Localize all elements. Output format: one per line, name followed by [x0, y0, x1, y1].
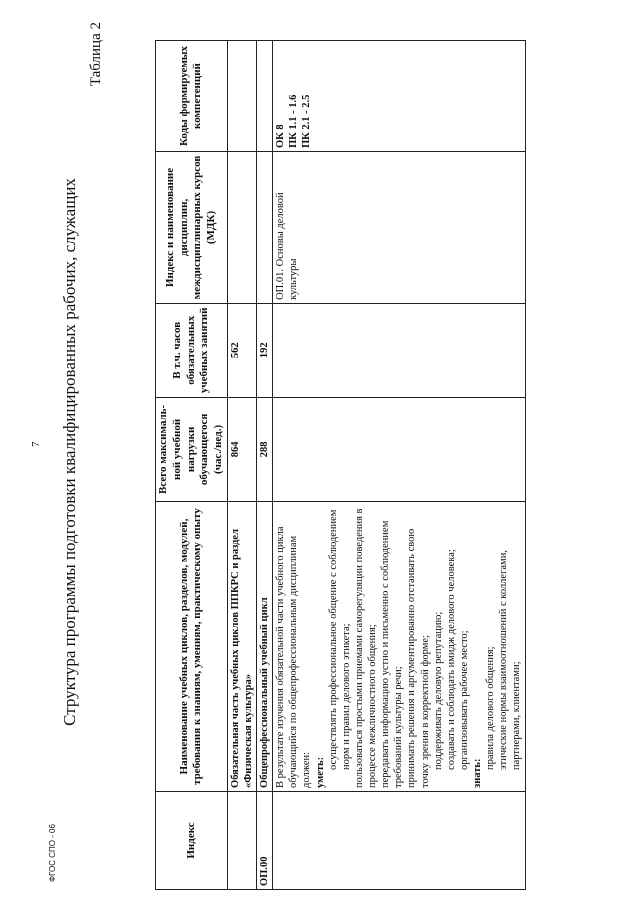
cell-index	[227, 791, 256, 889]
header-index: Индекс	[156, 791, 228, 889]
list-item: пользоваться простыми приемами саморегуляции поведения в процессе межличностного общения;	[353, 508, 378, 788]
page-number: 7	[30, 441, 42, 447]
list-item: организовывать рабочее место;	[458, 630, 470, 770]
knowledge-title: знать:	[472, 758, 483, 788]
rotated-page	[40, 12, 620, 892]
cell-max-load: 288	[257, 397, 273, 502]
cell-competencies	[227, 41, 256, 152]
table-row	[227, 41, 256, 890]
header-discipline: Индекс и наименование дисциплин, междисциплинарных курсов (МДК)	[156, 152, 228, 304]
cell-competencies	[273, 41, 525, 152]
list-item: этические нормы взаимоотношений с коллегами, партнерами, клиентами;	[498, 550, 523, 770]
header-row	[156, 41, 228, 890]
knowledge-list	[484, 505, 523, 788]
skills-title: уметь:	[314, 756, 326, 788]
header-name: Наименование учебных циклов, разделов, модулей, требования к знаниям, умениям, практическому опыту	[156, 502, 228, 792]
table-row	[273, 41, 525, 890]
cell-max-load: 864	[227, 397, 256, 502]
table-row	[257, 41, 273, 890]
cell-index: ОП.00	[257, 791, 273, 889]
list-item: осуществлять профессиональное общение с соблюдением норм и правил делового этикета;	[327, 509, 352, 770]
cell-max-load	[273, 397, 525, 502]
competency-code: ПК 2.1 - 2.5	[301, 94, 313, 149]
header-class-hours: В т.ч. часов обязательных учебных занятий	[156, 303, 228, 397]
page-title: Структура программы подготовки квалифицированных рабочих, служащих	[60, 178, 79, 726]
cell-name: Общепрофессиональный учебный цикл	[257, 502, 273, 792]
cell-class-hours	[273, 303, 525, 397]
list-item: правила делового общения;	[485, 646, 497, 770]
list-item: передавать информацию устно и письменно с соблюдением требований культуры речи;	[380, 520, 405, 788]
cell-discipline	[257, 152, 273, 304]
list-item: принимать решения и аргументированно отстаивать свою точку зрения в корректной форме;	[406, 528, 431, 788]
table-label: Таблица 2	[88, 22, 104, 87]
list-item: поддерживать деловую репутацию;	[432, 611, 444, 770]
cell-class-hours: 562	[227, 303, 256, 397]
competency-code: ОК 8	[275, 124, 287, 149]
footer-text: ФГОС СПО - 06	[48, 824, 57, 882]
cell-name: Обязательная часть учебных циклов ППКРС и раздел «Физическая культура»	[227, 502, 256, 792]
header-max-load: Всего максималь-ной учебной нагрузки обучающегося (час./нед.)	[156, 397, 228, 502]
intro-text: В результате изучения обязательной части учебного цикла обучающийся по общепрофессиональным дисциплинам должен:	[275, 526, 313, 788]
structure-table	[155, 40, 526, 890]
cell-name	[273, 502, 525, 792]
cell-index	[273, 791, 525, 889]
skills-list	[327, 505, 471, 788]
cell-discipline	[227, 152, 256, 304]
header-competencies: Коды формируемых компетенций	[156, 41, 228, 152]
cell-discipline: ОП.01. Основы деловой культуры	[273, 152, 525, 304]
competency-code: ПК 1.1 - 1.6	[288, 94, 300, 149]
cell-class-hours: 192	[257, 303, 273, 397]
cell-competencies	[257, 41, 273, 152]
list-item: создавать и соблюдать имидж делового человека;	[445, 549, 457, 770]
